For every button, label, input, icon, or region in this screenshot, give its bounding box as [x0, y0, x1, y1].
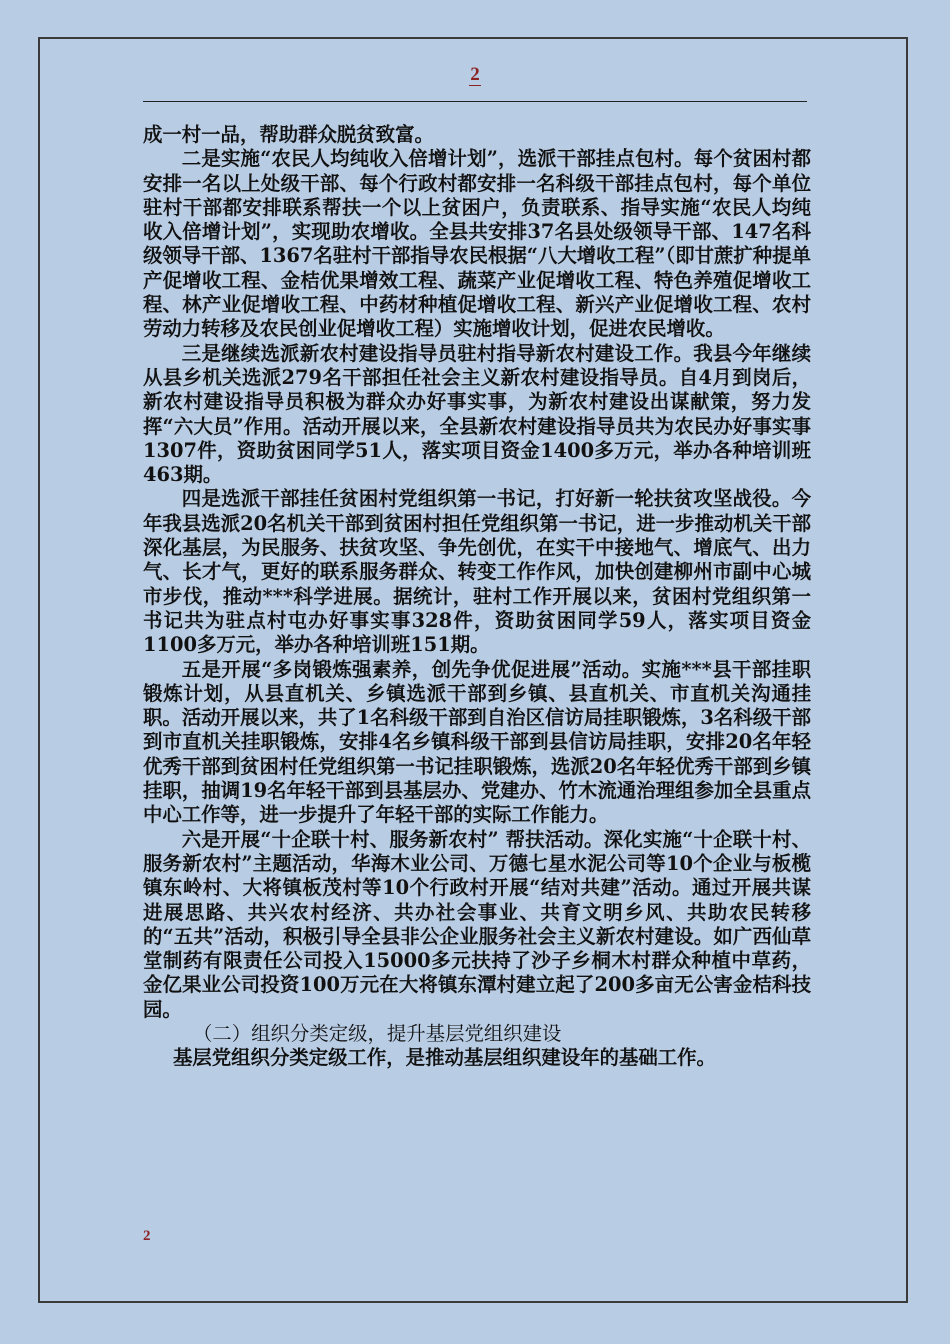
header-page-number-text: 2 [470, 64, 480, 85]
paragraph-item-six: 六是开展“十企联十村、服务新农村” 帮扶活动。深化实施“十企联十村、服务新农村”主题活动，华海木业公司、万德七星水泥公司等10个企业与板榄镇东岭村、大将镇板茂村等10个行政村开展“结对共建”活动。通过开展共谋进展思路、共兴农村经济、共办社会事业、共育文明乡风、共助农民转移的“五共”活动，积极引导全县非公企业服务社会主义新农村建设。如广西仙草堂制药有限责任公司投入15000多元扶持了沙子乡桐木村群众种植中草药，金亿果业公司投资100万元在大将镇东潭村建立起了200多亩无公害金桔科技园。 [143, 827, 811, 1021]
paragraph-item-five: 五是开展“多岗锻炼强素养，创先争优促进展”活动。实施***县干部挂职锻炼计划，从县直机关、乡镇选派干部到乡镇、县直机关、市直机关沟通挂职。活动开展以来，共了1名科级干部到自治区信访局挂职锻炼，3名科级干部到市直机关挂职锻炼，安排4名乡镇科级干部到县信访局挂职，安排20名年轻优秀干部到贫困村任党组织第一书记挂职锻炼，选派20名年轻优秀干部到乡镇挂职，抽调19名年轻干部到县基层办、党建办、竹木流通治理组参加全县重点中心工作等，进一步提升了年轻干部的实际工作能力。 [143, 657, 811, 827]
footer-page-number: 2 [143, 1228, 151, 1244]
paragraph-item-four: 四是选派干部挂任贫困村党组织第一书记，打好新一轮扶贫攻坚战役。今年我县选派20名机关干部到贫困村担任党组织第一书记，进一步推动机关干部深化基层，为民服务、扶贫攻坚、争先创优，在实干中接地气、增底气、出力气、长才气，更好的联系服务群众、转变工作作风，加快创建柳州市副中心城市步伐，推动***科学进展。据统计，驻村工作开展以来，贫困村党组织第一书记共为驻点村屯办好事实事328件，资助贫困同学59人，落实项目资金1100多万元，举办各种培训班151期。 [143, 487, 811, 657]
paragraph-item-two: 二是实施“农民人均纯收入倍增计划”，选派干部挂点包村。每个贫困村都安排一名以上处级干部、每个行政村都安排一名科级干部挂点包村，每个单位驻村干部都安排联系帮扶一个以上贫困户，负责联系、指导实施“农民人均纯收入倍增计划”，实现助农增收。全县共安排37名县处级领导干部、147名科级领导干部、1367名驻村干部指导农民根据“八大增收工程”（即甘蔗扩种提单产促增收工程、金桔优果增效工程、蔬菜产业促增收工程、特色养殖促增收工程、林产业促增收工程、中药材种植促增收工程、新兴产业促增收工程、农村劳动力转移及农民创业促增收工程）实施增收计划，促进农民增收。 [143, 147, 811, 341]
document-body [143, 123, 811, 1071]
header-page-number [0, 64, 950, 86]
paragraph-item-three: 三是继续选派新农村建设指导员驻村指导新农村建设工作。我县今年继续从县乡机关选派279名干部担任社会主义新农村建设指导员。自4月到岗后，新农村建设指导员积极为群众办好事实事，为新农村建设出谋献策，努力发挥“六大员”作用。活动开展以来，全县新农村建设指导员共为农民办好事实事1307件，资助贫困同学51人，落实项目资金1400多万元，举办各种培训班463期。 [143, 341, 811, 487]
section-heading: （二）组织分类定级，提升基层党组织建设 [193, 1021, 562, 1045]
paragraph-continuation: 成一村一品，帮助群众脱贫致富。 [143, 123, 434, 146]
paragraph-section-intro: 基层党组织分类定级工作，是推动基层组织建设年的基础工作。 [173, 1046, 716, 1070]
header-divider [143, 101, 807, 102]
